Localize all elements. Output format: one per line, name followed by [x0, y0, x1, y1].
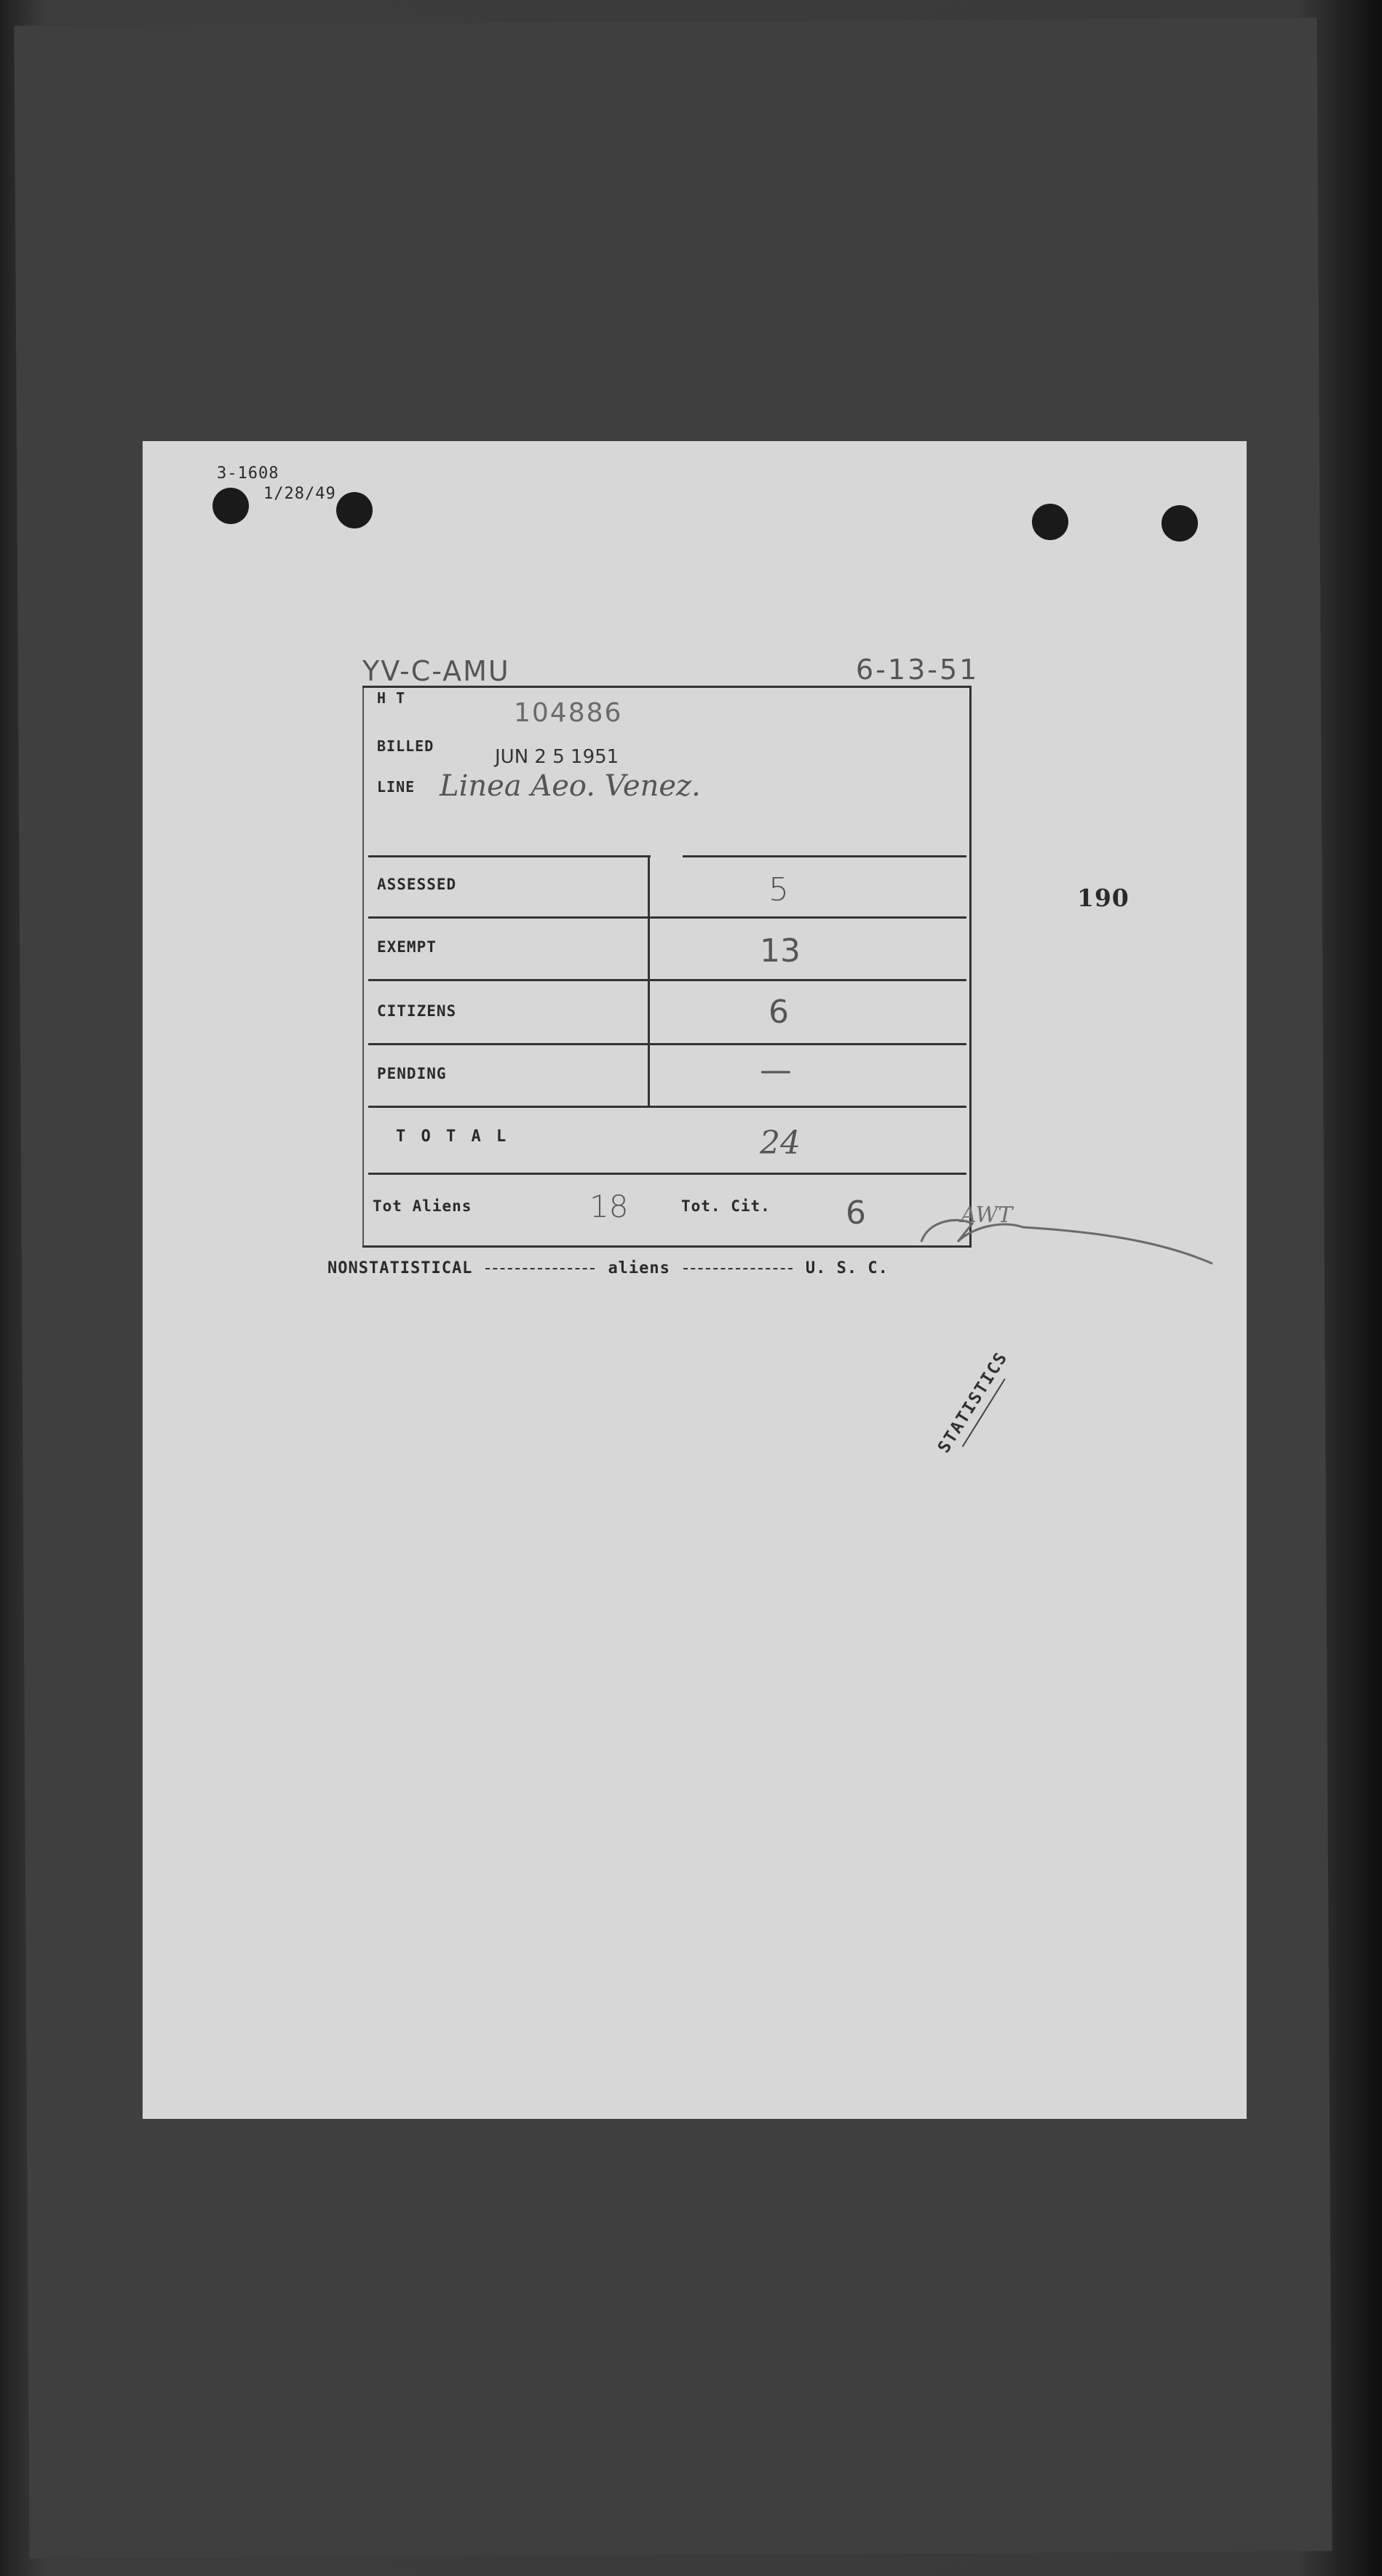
rule — [368, 916, 966, 919]
tot-cit-label: Tot. Cit. — [681, 1197, 771, 1215]
total-label: T O T A L — [396, 1128, 509, 1146]
row-value-exempt: 13 — [760, 932, 801, 970]
rule — [362, 1245, 969, 1248]
page-number: 190 — [1077, 884, 1129, 912]
rule — [368, 1043, 966, 1045]
row-value-pending: — — [760, 1052, 792, 1089]
nonstatistical-label: NONSTATISTICAL — [327, 1259, 473, 1277]
row-label-assessed: ASSESSED — [377, 876, 457, 893]
rule — [368, 855, 651, 857]
rule — [368, 979, 966, 981]
rule — [368, 1106, 966, 1108]
row-value-citizens: 6 — [769, 994, 789, 1031]
row-label-pending: PENDING — [377, 1065, 447, 1082]
handwritten-code: YV-C-AMU — [362, 655, 510, 687]
rule — [368, 1173, 966, 1175]
row-label-exempt: EXEMPT — [377, 938, 437, 956]
punch-hole — [1032, 504, 1068, 540]
tot-cit-value: 6 — [846, 1194, 866, 1232]
handwritten-date: 6-13-51 — [856, 654, 980, 686]
row-value-assessed: 5 — [769, 871, 789, 908]
billed-date: JUN 2 5 1951 — [495, 746, 619, 768]
nonstatistical-line — [327, 1259, 889, 1277]
tot-aliens-value: 18 — [589, 1189, 629, 1224]
line-label: LINE — [377, 778, 416, 796]
serial-number: 104886 — [514, 698, 623, 728]
line-value: Linea Aeo. Venez. — [440, 769, 701, 803]
initials-signature — [914, 1198, 1220, 1281]
rule — [683, 855, 966, 857]
punch-hole — [1161, 505, 1198, 542]
punch-hole — [213, 488, 249, 524]
statistics-form — [362, 686, 972, 1248]
ht-label: H T — [377, 689, 406, 707]
punch-hole — [336, 492, 373, 528]
form-date: 1/28/49 — [263, 485, 336, 503]
usc-label: U. S. C. — [805, 1259, 889, 1277]
aliens-label: aliens — [608, 1259, 670, 1277]
column-divider — [648, 855, 650, 1106]
row-label-citizens: CITIZENS — [377, 1002, 457, 1020]
billed-label: BILLED — [377, 737, 434, 755]
total-value: 24 — [760, 1125, 801, 1162]
tot-aliens-label: Tot Aliens — [373, 1197, 472, 1215]
form-number: 3-1608 — [217, 464, 279, 483]
initials-text: AWT — [961, 1202, 1013, 1228]
statistics-stamp: STATISTICS — [934, 1348, 1012, 1457]
document-page — [143, 441, 1247, 2119]
